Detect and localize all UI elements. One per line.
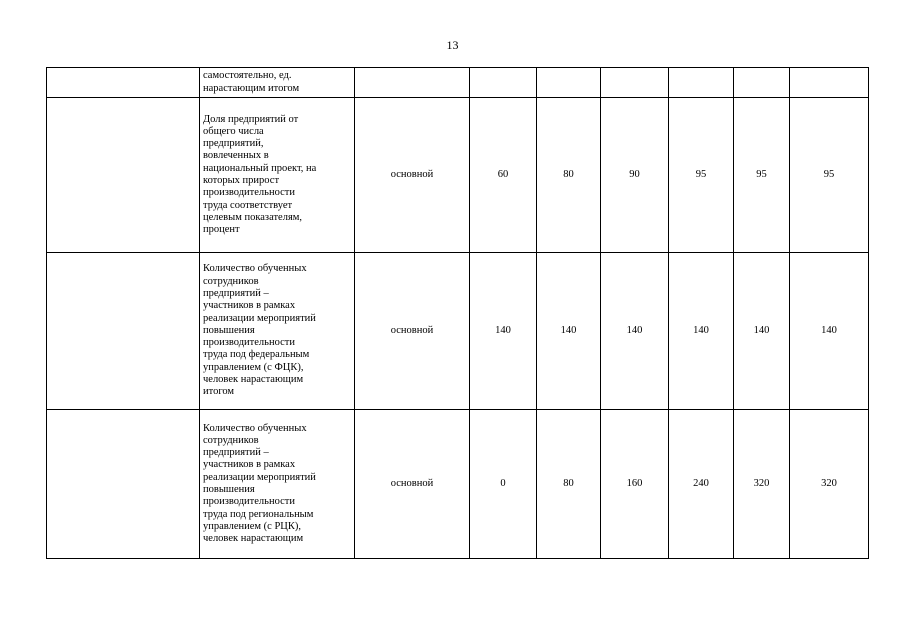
indicator-description-cell <box>200 98 355 253</box>
indicator-description-line: участников в рамках <box>203 459 296 471</box>
indicator-value-cell: 60 <box>470 98 537 253</box>
indicator-description-line: труда соответствует <box>203 199 293 211</box>
indicator-description-line: труда под региональным <box>203 508 314 520</box>
indicator-description-line: нарастающим итогом <box>203 82 300 94</box>
indicator-description-line: предприятий – <box>203 287 269 299</box>
indicator-type-cell <box>355 68 470 98</box>
indicator-description-line: производительности <box>203 187 295 199</box>
indicator-description-line: сотрудников <box>203 434 259 446</box>
indicator-description-line: реализации мероприятий <box>203 471 316 483</box>
indicator-description-line: Количество обученных <box>203 422 307 434</box>
indicator-value-cell: 140 <box>470 253 537 410</box>
indicator-value-cell <box>537 68 601 98</box>
indicator-value-cell <box>734 68 790 98</box>
indicator-value-cell: 0 <box>470 410 537 559</box>
indicators-table <box>46 67 869 559</box>
indicator-description-line: которых прирост <box>203 175 280 186</box>
empty-cell <box>47 98 200 253</box>
indicator-description-line: Доля предприятий от <box>203 113 299 125</box>
indicator-description-line: целевым показателям, <box>203 211 303 223</box>
empty-cell <box>47 253 200 410</box>
indicator-description-line: процент <box>203 224 240 236</box>
indicator-description-line: управлением (с ФЦК), <box>203 361 304 373</box>
indicator-description-line: повышения <box>203 484 255 495</box>
indicator-description-line: вовлеченных в <box>203 150 269 162</box>
indicator-value-cell: 240 <box>669 410 734 559</box>
indicator-value-cell: 140 <box>790 253 869 410</box>
indicator-description-line: человек нарастающим <box>203 374 304 386</box>
indicator-type-cell: основной <box>355 98 470 253</box>
indicator-description-line: труда под федеральным <box>203 349 310 361</box>
indicator-description-line: производительности <box>203 337 295 349</box>
indicator-description-line: Количество обученных <box>203 263 307 275</box>
indicator-value-cell <box>669 68 734 98</box>
indicator-value-cell: 95 <box>734 98 790 253</box>
indicator-description-line: повышения <box>203 324 255 336</box>
indicator-value-cell: 140 <box>669 253 734 410</box>
empty-cell <box>47 410 200 559</box>
indicator-description-line: общего числа <box>203 125 264 137</box>
indicator-description-line: самостоятельно, ед. <box>203 70 292 82</box>
indicator-value-cell: 90 <box>601 98 669 253</box>
indicator-value-cell: 140 <box>537 253 601 410</box>
indicator-value-cell: 95 <box>790 98 869 253</box>
indicator-value-cell: 320 <box>734 410 790 559</box>
table-row <box>47 68 869 98</box>
empty-cell <box>47 68 200 98</box>
indicator-value-cell: 80 <box>537 410 601 559</box>
indicator-description-line: итогом <box>203 386 235 398</box>
indicator-value-cell: 80 <box>537 98 601 253</box>
table-row <box>47 410 869 559</box>
indicator-description-cell <box>200 68 355 98</box>
table-row <box>47 253 869 410</box>
indicator-description-line: управлением (с РЦК), <box>203 520 301 532</box>
indicator-description-line: участников в рамках <box>203 300 296 312</box>
indicator-value-cell: 160 <box>601 410 669 559</box>
indicator-value-cell: 140 <box>734 253 790 410</box>
indicator-description-line: реализации мероприятий <box>203 312 316 324</box>
indicator-description-line: производительности <box>203 496 295 508</box>
indicator-value-cell: 140 <box>601 253 669 410</box>
indicator-description-line: сотрудников <box>203 275 259 287</box>
indicator-description-line: предприятий – <box>203 447 269 459</box>
indicator-description-line: человек нарастающим <box>203 533 304 545</box>
indicator-description-cell <box>200 410 355 559</box>
page-number: 13 <box>446 38 459 52</box>
table-row <box>47 98 869 253</box>
indicator-value-cell <box>601 68 669 98</box>
indicator-type-cell: основной <box>355 253 470 410</box>
indicator-description-line: предприятий, <box>203 138 264 150</box>
indicator-value-cell: 95 <box>669 98 734 253</box>
indicator-type-cell: основной <box>355 410 470 559</box>
indicator-value-cell: 320 <box>790 410 869 559</box>
indicator-value-cell <box>790 68 869 98</box>
indicator-description-cell <box>200 253 355 410</box>
indicator-value-cell <box>470 68 537 98</box>
indicator-description-line: национальный проект, на <box>203 162 317 174</box>
